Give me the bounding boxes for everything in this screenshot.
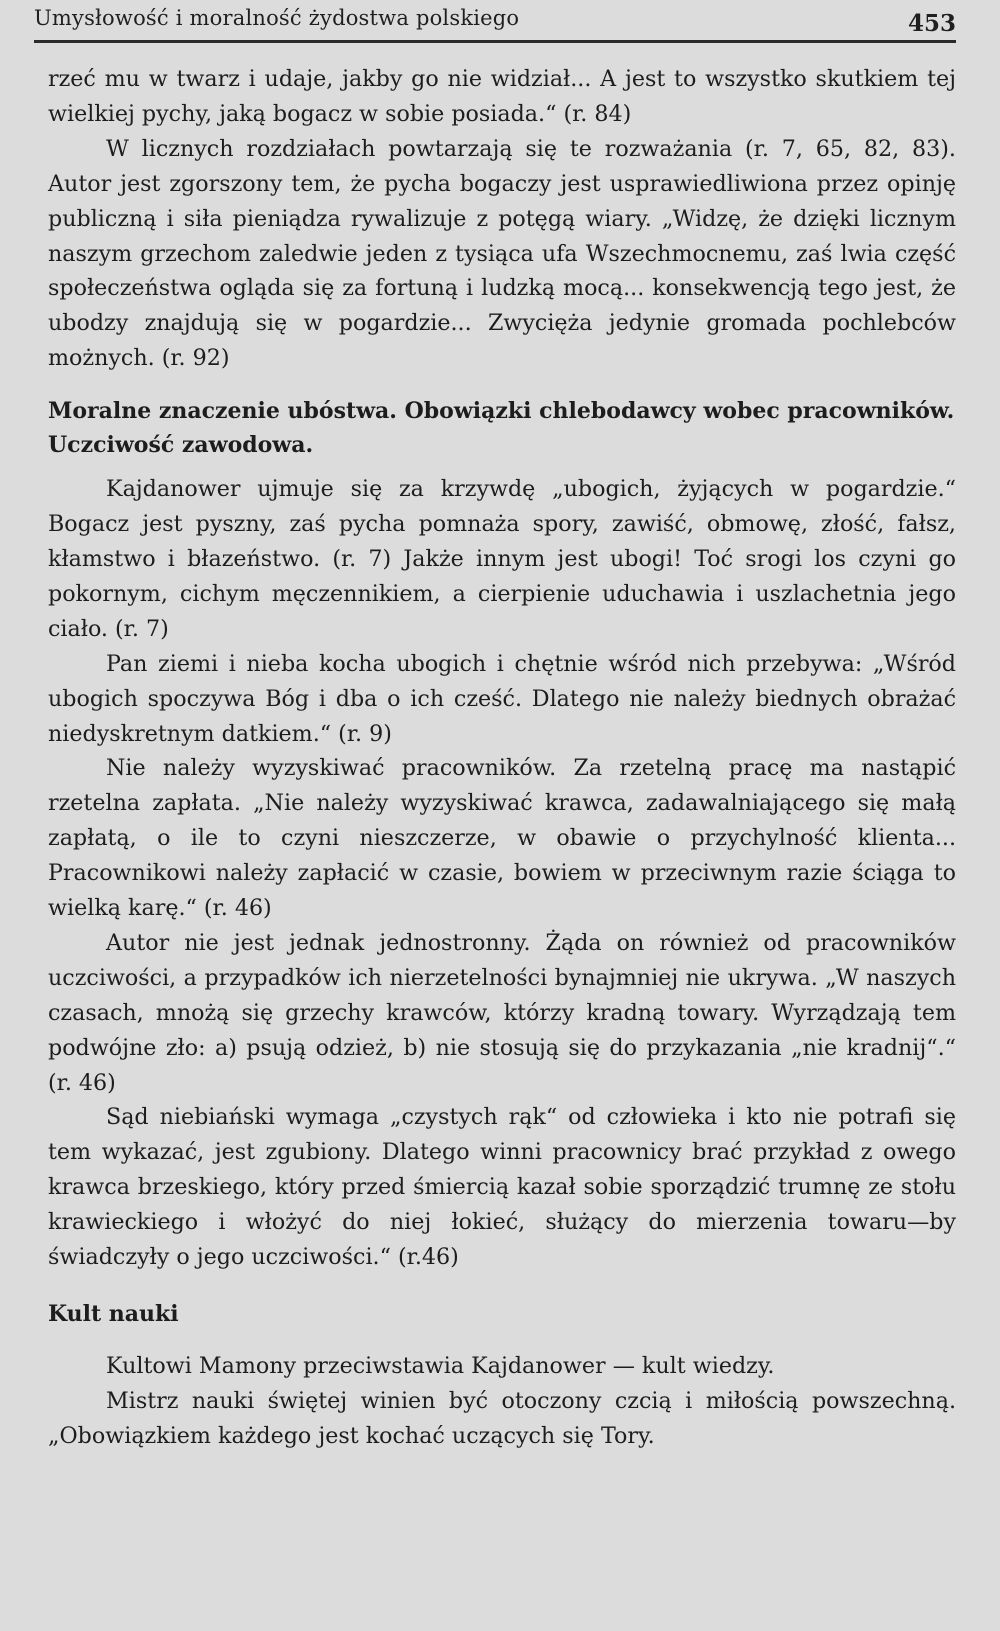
page-header: [34, 6, 956, 40]
paragraph-6: Autor nie jest jednak jednostronny. Żąda on również od pracowników uczciwości, a przypadków ich nierzetelności bynajmniej nie ukrywa. „W naszych czasach, mnożą się grzechy krawców, którzy kradną towary. Wyrządzają tem podwójne zło: a) psują odzież, b) nie stosują się do przykazania „nie kradnij“.“ (r. 46): [48, 929, 956, 1096]
paragraph-2: W licznych rozdziałach powtarzają się te rozważania (r. 7, 65, 82, 83). Autor jest zgorszony tem, że pycha bogaczy jest usprawiedliwiona przez opinję publiczną i siła pieniądza rywalizuje z potęgą wiary. „Widzę, że dzięki licznym naszym grzechom zaledwie jeden z tysiąca ufa Wszechmocnemu, zaś lwia część społeczeństwa ogląda się za fortuną i ludzką mocą... konsekwencją tego jest, że ubodzy znajdują się w pogardzie... Zwycięża jedynie gromada pochlebców możnych. (r. 92): [48, 135, 956, 372]
section-heading-moral-poverty: Moralne znaczenie ubóstwa. Obowiązki chlebodawcy wobec pracowników. Uczciwość zawodowa.: [48, 398, 955, 459]
page-body: [48, 62, 956, 1454]
paragraph-1: rzeć mu w twarz i udaje, jakby go nie widział... A jest to wszystko skutkiem tej wielkiej pychy, jaką bogacz w sobie posiada.“ (r. 84): [48, 66, 956, 127]
section-heading-cult-of-learning: Kult nauki: [48, 1301, 179, 1327]
paragraph-3: Kajdanower ujmuje się za krzywdę „ubogich, żyjących w pogardzie.“ Bogacz jest pyszny, zaś pycha pomnaża spory, zawiść, obmowę, złość, fałsz, kłamstwo i błazeństwo. (r. 7) Jakże innym jest ubogi! Toć srogi los czyni go pokornym, cichym męczennikiem, a cierpienie uduchawia i uszlachetnia jego ciało. (r. 7): [48, 476, 956, 642]
paragraph-9: Mistrz nauki świętej winien być otoczony czcią i miłością powszechną. „Obowiązkiem każdego jest kochać uczących się Tory.: [48, 1387, 956, 1449]
paragraph-5: Nie należy wyzyskiwać pracowników. Za rzetelną pracę ma nastąpić rzetelna zapłata. „Nie należy wyzyskiwać krawca, zadawalniającego się małą zapłatą, o ile to czyni nieszczerze, w obawie o przychylność klienta... Pracownikowi należy zapłacić w czasie, bowiem w przeciwnym razie ściąga to wielką karę.“ (r. 46): [48, 755, 956, 922]
running-title: Umysłowość i moralność żydostwa polskiego: [34, 6, 520, 30]
paragraph-8: Kultowi Mamony przeciwstawia Kajdanower — kult wiedzy.: [106, 1353, 775, 1379]
paragraph-4: Pan ziemi i nieba kocha ubogich i chętnie wśród nich przebywa: „Wśród ubogich spoczywa Bóg i dba o ich cześć. Dlatego nie należy biednych obrażać niedyskretnym datkiem.“ (r. 9): [48, 650, 956, 747]
page-number: 453: [907, 10, 956, 37]
paragraph-7: Sąd niebiański wymaga „czystych rąk“ od człowieka i kto nie potrafi się tem wykazać, jest zgubiony. Dlatego winni pracownicy brać przykład z owego krawca brzeskiego, który przed śmiercią kazał sobie sporządzić trumnę ze stołu krawieckiego i włożyć do niej łokieć, służący do mierzenia towaru—by świadczyły o jego uczciwości.“ (r.46): [48, 1104, 956, 1271]
header-rule: [34, 40, 956, 43]
